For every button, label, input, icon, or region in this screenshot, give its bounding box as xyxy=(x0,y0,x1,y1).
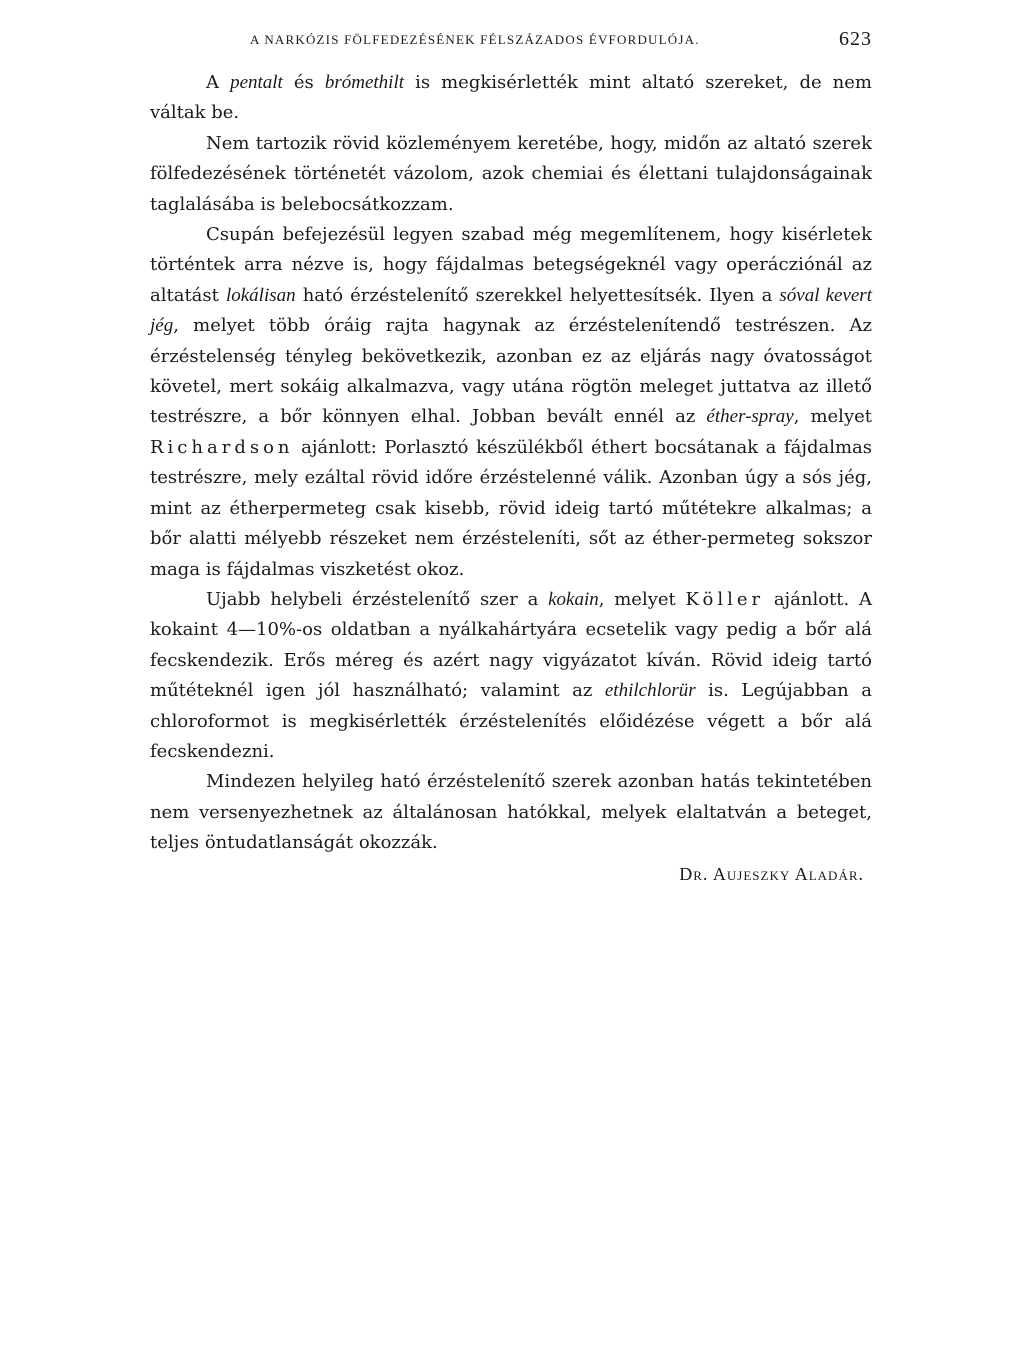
paragraph-4-text: is. Legújabban a chloroformot is megkisérlették érzéstelenítés előidézése végett a bőr alá fecskendezni. xyxy=(150,680,872,762)
paragraph-3-text: Csupán befejezésül legyen szabad még megemlítenem, hogy kisérletek történtek arra nézve is, hogy fájdalmas betegségeknél vagy operácziónál az altatást xyxy=(150,224,872,306)
italic-term-soval-kevert-jeg: sóval kevert jég xyxy=(150,284,872,337)
running-head xyxy=(150,28,872,52)
italic-term-lokalisan: lokálisan xyxy=(225,284,296,306)
italic-term-pentalt: pentalt xyxy=(230,72,283,93)
italic-term-ether-spray: éther-spray xyxy=(706,406,794,428)
body-text xyxy=(150,68,872,889)
paragraph-4-text: , melyet xyxy=(598,588,686,610)
paragraph-5-text: Mindezen helyileg ható érzéstelenítő szerek azonban hatás tekintetében nem versenyezhetnek az általánosan hatókkal, melyek elaltatván a beteget, teljes öntudatlanságát okozzák. xyxy=(150,771,872,854)
paragraph-4-text: ajánlott. A kokaint 4—10%-os oldatban a nyálkahártyára ecsetelik vagy pedig a bőr alá fecskendezik. Erős méreg és azért nagy vigyázatot kíván. Rövid ideig tartó műtéteknél igen jól használható; valamint az xyxy=(150,588,872,702)
paragraph-4-text: Ujabb helybeli érzéstelenítő szer a xyxy=(206,588,549,610)
spaced-name-koller: Köller xyxy=(685,588,765,610)
page-number: 623 xyxy=(839,28,872,50)
author-signature: Dr. Aujeszky Aladár. xyxy=(679,863,864,884)
paragraph-1-text: A xyxy=(206,72,231,93)
paragraph-2 xyxy=(150,129,872,220)
paragraph-5 xyxy=(150,767,872,858)
running-title: A NARKÓZIS FÖLFEDEZÉSÉNEK FÉLSZÁZADOS ÉVFORDULÓJA. xyxy=(250,32,700,47)
italic-term-bromethilt: brómethilt xyxy=(324,72,405,93)
italic-term-kokain: kokain xyxy=(548,588,599,610)
paragraph-3-text: ható érzéstelenítő szerekkel helyettesítsék. Ilyen a xyxy=(295,284,780,306)
paragraph-4 xyxy=(150,585,872,767)
paragraph-3-text: ajánlott: Porlasztó készülékből éthert bocsátanak a fájdalmas testrészre, mely ezáltal rövid időre érzéstelenné válik. Azonban úgy a sós jég, mint az étherpermeteg csak kisebb, rövid ideig tartó műtétekre alkalmas; a bőr alatti mélyebb részeket nem érzésteleníti, sőt az éther-permeteg sokszor maga is fájdalmas viszketést okoz. xyxy=(150,436,872,580)
paragraph-1 xyxy=(150,68,872,129)
paragraph-3-text: , melyet több óráig rajta hagynak az érzéstelenítendő testrészen. Az érzéstelenség tényleg bekövetkezik, azonban ez az eljárás nagy óvatosságot követel, mert sokáig alkalmazva, vagy utána rögtön meleget juttatva az illető testrészre, a bőr könnyen elhal. Jobban bevált ennél az xyxy=(150,315,872,428)
paragraph-3 xyxy=(150,220,872,585)
paragraph-2-text: Nem tartozik rövid közleményem keretébe, hogy, midőn az altató szerek fölfedezésének történetét vázolom, azok chemiai és élettani tulajdonságainak taglalásába is belebocsátkozzam. xyxy=(150,132,872,215)
paragraph-3-text: , melyet xyxy=(793,406,872,428)
paragraph-1-text: is megkisérlették mint altató szereket, de nem váltak be. xyxy=(150,72,872,124)
italic-term-ethilchlorur: ethilchlorür xyxy=(604,680,696,702)
spaced-name-richardson: Richardson xyxy=(150,436,294,458)
paragraph-1-text: és xyxy=(282,72,325,93)
